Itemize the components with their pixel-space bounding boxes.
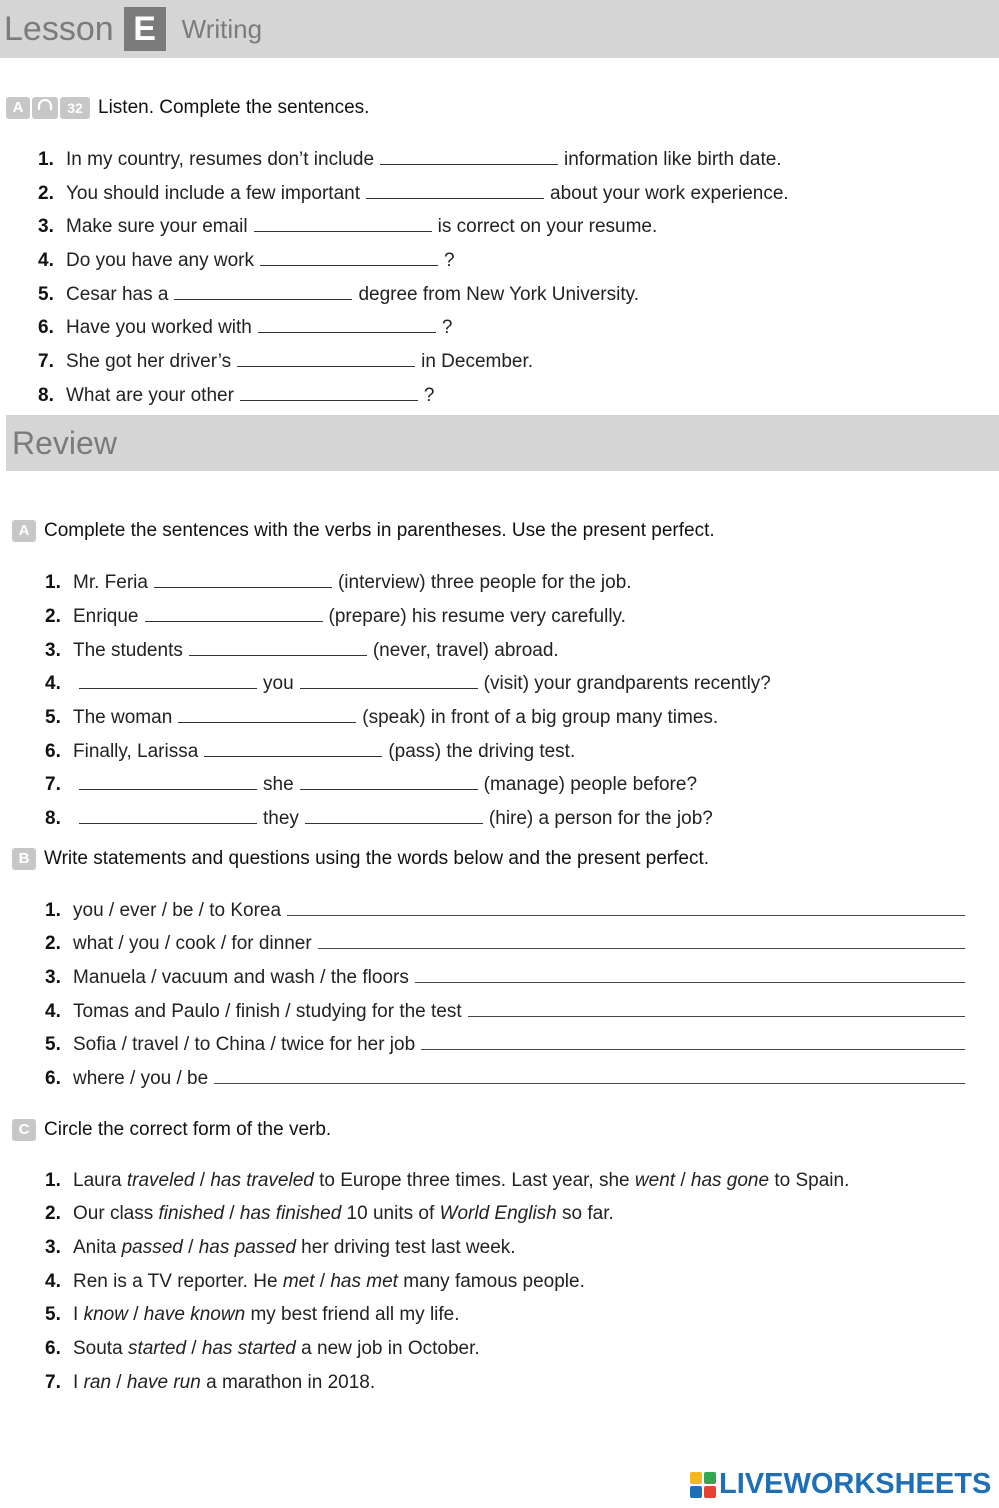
item-prompt: Manuela / vacuum and wash / the floors: [73, 967, 409, 988]
exercise-item: [38, 182, 789, 205]
verb-option[interactable]: has passed: [198, 1237, 296, 1258]
exercise-item: [38, 283, 639, 306]
item-prompt: where / you / be: [73, 1068, 209, 1089]
item-number: 2.: [45, 1203, 61, 1224]
answer-blank[interactable]: [305, 807, 483, 824]
item-number: 5.: [45, 1034, 61, 1055]
item-number: 2.: [38, 183, 54, 204]
option-separator: /: [675, 1170, 691, 1191]
answer-blank[interactable]: [145, 605, 323, 622]
item-number: 5.: [45, 1304, 61, 1325]
brand-grid-icon: [690, 1472, 716, 1498]
sentence-text: Souta: [73, 1338, 128, 1359]
answer-blank[interactable]: [79, 773, 257, 790]
item-number: 2.: [45, 606, 61, 627]
item-text-before: The woman: [73, 707, 173, 728]
option-separator: /: [224, 1203, 240, 1224]
verb-option[interactable]: know: [83, 1304, 128, 1325]
sentence-text: many famous people.: [397, 1271, 585, 1292]
review-b-badge: B: [12, 848, 36, 870]
answer-blank[interactable]: [380, 148, 558, 165]
answer-blank[interactable]: [366, 182, 544, 199]
item-number: 6.: [38, 317, 54, 338]
answer-blank[interactable]: [79, 807, 257, 824]
item-number: 1.: [45, 1170, 61, 1191]
item-text-after: information like birth date.: [564, 149, 782, 170]
section-a-instruction: [6, 97, 369, 119]
item-text-after: ?: [441, 317, 453, 338]
headphones-icon[interactable]: [32, 97, 58, 119]
item-number: 6.: [45, 1068, 61, 1089]
item-text-before: Finally, Larissa: [73, 741, 199, 762]
exercise-item: [38, 249, 455, 272]
item-text-after: is correct on your resume.: [437, 216, 658, 237]
exercise-item: [45, 1067, 965, 1090]
exercise-item: [45, 1338, 480, 1360]
item-verb-hint: (interview) three people for the job.: [337, 572, 632, 593]
item-subject: you: [263, 673, 294, 694]
sentence-text: Our class: [73, 1203, 159, 1224]
sentence-text: Laura: [73, 1170, 127, 1191]
exercise-item: [45, 1033, 965, 1056]
exercise-item: [45, 672, 771, 695]
verb-option[interactable]: passed: [121, 1237, 183, 1258]
exercise-item: [45, 807, 713, 830]
review-title: Review: [12, 424, 117, 461]
item-number: 7.: [45, 774, 61, 795]
item-verb-hint: (never, travel) abroad.: [372, 640, 559, 661]
item-number: 1.: [45, 572, 61, 593]
sentence-text: I: [73, 1304, 84, 1325]
exercise-item: [45, 932, 965, 955]
item-sentence: [73, 1338, 480, 1360]
item-text-after: ?: [423, 385, 435, 406]
item-number: 6.: [45, 741, 61, 762]
item-verb-hint: (speak) in front of a big group many times.: [362, 707, 719, 728]
item-number: 4.: [45, 673, 61, 694]
item-number: 2.: [45, 933, 61, 954]
item-number: 8.: [45, 808, 61, 829]
item-text-before: Mr. Feria: [73, 572, 148, 593]
verb-option[interactable]: has finished: [239, 1203, 342, 1224]
verb-option[interactable]: has started: [201, 1338, 296, 1359]
item-prompt: Sofia / travel / to China / twice for her job: [73, 1034, 416, 1055]
item-subject: she: [263, 774, 294, 795]
brand-text: LIVEWORKSHEETS: [719, 1468, 992, 1500]
liveworksheets-logo: [690, 1468, 991, 1501]
sentence-text: to Europe three times. Last year, she: [313, 1170, 635, 1191]
answer-line[interactable]: [468, 1000, 965, 1017]
review-b-text: Write statements and questions using the words below and the present perfect.: [44, 848, 710, 869]
item-number: 4.: [45, 1001, 61, 1022]
review-c-instruction: [12, 1119, 331, 1141]
item-number: 1.: [45, 900, 61, 921]
exercise-item: [45, 966, 965, 989]
item-number: 3.: [45, 1237, 61, 1258]
review-a-instruction: [12, 520, 715, 542]
sentence-text: Ren is a TV reporter. He: [73, 1271, 283, 1292]
sentence-text: her driving test last week.: [295, 1237, 516, 1258]
item-sentence: [73, 1170, 849, 1192]
sentence-text: my best friend all my life.: [245, 1304, 460, 1325]
answer-blank[interactable]: [79, 672, 257, 689]
item-verb-hint: (visit) your grandparents recently?: [483, 673, 771, 694]
exercise-item: [45, 1372, 375, 1394]
verb-option[interactable]: went: [634, 1170, 676, 1191]
item-text-before: Have you worked with: [66, 317, 252, 338]
verb-option[interactable]: traveled: [126, 1170, 195, 1191]
item-sentence: [73, 1304, 460, 1326]
item-number: 3.: [45, 967, 61, 988]
verb-option[interactable]: have run: [126, 1372, 201, 1393]
item-number: 5.: [38, 284, 54, 305]
answer-blank[interactable]: [237, 350, 415, 367]
answer-blank[interactable]: [254, 215, 432, 232]
answer-line[interactable]: [318, 932, 965, 949]
verb-option[interactable]: have known: [143, 1304, 246, 1325]
item-number: 8.: [38, 385, 54, 406]
item-text-before: The students: [73, 640, 183, 661]
exercise-item: [38, 316, 452, 339]
verb-option[interactable]: ran: [83, 1372, 112, 1393]
exercise-item: [45, 1271, 585, 1293]
answer-blank[interactable]: [240, 384, 418, 401]
item-text-before: Do you have any work: [66, 250, 254, 271]
sentence-text: to Spain.: [769, 1170, 850, 1191]
section-a-text: Listen. Complete the sentences.: [98, 97, 370, 118]
option-separator: /: [314, 1271, 331, 1292]
review-b-instruction: [12, 848, 709, 870]
item-text-before: She got her driver’s: [66, 351, 232, 372]
answer-line[interactable]: [421, 1033, 965, 1050]
answer-blank[interactable]: [258, 316, 436, 333]
review-a-badge: A: [12, 520, 36, 542]
sentence-text: 10 units of: [341, 1203, 440, 1224]
sentence-text: a marathon in 2018.: [200, 1372, 376, 1393]
exercise-item: [38, 148, 782, 171]
item-text-after: degree from New York University.: [358, 284, 639, 305]
item-number: 3.: [45, 640, 61, 661]
item-sentence: [73, 1271, 585, 1293]
exercise-item: [38, 384, 435, 407]
item-subject: they: [263, 808, 299, 829]
item-text-after: about your work experience.: [550, 183, 789, 204]
item-verb-hint: (prepare) his resume very carefully.: [328, 606, 626, 627]
logo-square: [690, 1472, 702, 1484]
review-header: [6, 415, 999, 471]
exercise-item: [45, 605, 626, 628]
item-text-after: in December.: [421, 351, 534, 372]
exercise-item: [38, 350, 533, 373]
item-number: 4.: [38, 250, 54, 271]
item-sentence: [73, 1237, 516, 1259]
answer-blank[interactable]: [189, 639, 367, 656]
option-separator: /: [182, 1237, 199, 1258]
option-separator: /: [127, 1304, 144, 1325]
answer-line[interactable]: [287, 899, 965, 916]
exercise-item: [45, 639, 559, 662]
item-number: 7.: [45, 1372, 61, 1393]
audio-track-number: 32: [60, 97, 90, 119]
exercise-item: [45, 773, 697, 796]
verb-option[interactable]: finished: [158, 1203, 225, 1224]
answer-line[interactable]: [415, 966, 965, 983]
answer-blank[interactable]: [174, 283, 352, 300]
lesson-subtitle: Writing: [181, 13, 263, 44]
exercise-item: [45, 740, 575, 763]
item-text-before: Enrique: [73, 606, 139, 627]
verb-option: World English: [439, 1203, 557, 1224]
verb-option[interactable]: met: [282, 1271, 315, 1292]
option-separator: /: [186, 1338, 202, 1359]
item-text-before: In my country, resumes don’t include: [66, 149, 375, 170]
exercise-item: [45, 1000, 965, 1023]
item-prompt: what / you / cook / for dinner: [73, 933, 312, 954]
exercise-item: [45, 571, 632, 594]
answer-blank[interactable]: [178, 706, 356, 723]
item-number: 3.: [38, 216, 54, 237]
logo-square: [704, 1472, 716, 1484]
answer-blank[interactable]: [260, 249, 438, 266]
exercise-item: [45, 1203, 614, 1225]
item-verb-hint: (pass) the driving test.: [388, 741, 576, 762]
lesson-header: [0, 0, 999, 58]
answer-blank[interactable]: [154, 571, 332, 588]
section-a-badge: A: [6, 97, 30, 119]
lesson-label: Lesson: [4, 9, 114, 48]
verb-option[interactable]: has met: [330, 1271, 398, 1292]
exercise-item: [45, 706, 718, 729]
item-text-after: ?: [444, 250, 455, 271]
exercise-item: [45, 1304, 460, 1326]
sentence-text: a new job in October.: [295, 1338, 480, 1359]
verb-option[interactable]: has traveled: [210, 1170, 314, 1191]
exercise-item: [45, 1170, 849, 1192]
logo-square: [690, 1486, 702, 1498]
answer-blank[interactable]: [300, 672, 478, 689]
item-number: 5.: [45, 707, 61, 728]
item-text-before: Cesar has a: [66, 284, 169, 305]
verb-option[interactable]: has gone: [690, 1170, 770, 1191]
item-sentence: [73, 1372, 375, 1394]
option-separator: /: [194, 1170, 211, 1191]
sentence-text: so far.: [556, 1203, 614, 1224]
item-number: 4.: [45, 1271, 61, 1292]
item-sentence: [73, 1203, 614, 1225]
option-separator: /: [111, 1372, 127, 1393]
exercise-item: [45, 1237, 516, 1259]
item-prompt: you / ever / be / to Korea: [73, 900, 282, 921]
answer-line[interactable]: [214, 1067, 965, 1084]
lesson-letter-badge: E: [124, 7, 166, 51]
item-verb-hint: (hire) a person for the job?: [488, 808, 713, 829]
answer-blank[interactable]: [204, 740, 382, 757]
sentence-text: I: [73, 1372, 84, 1393]
item-text-before: You should include a few important: [66, 183, 360, 204]
item-verb-hint: (manage) people before?: [483, 774, 698, 795]
verb-option[interactable]: started: [127, 1338, 187, 1359]
item-number: 6.: [45, 1338, 61, 1359]
item-text-before: Make sure your email: [66, 216, 248, 237]
logo-square: [704, 1486, 716, 1498]
review-a-text: Complete the sentences with the verbs in parentheses. Use the present perfect.: [44, 520, 715, 541]
item-text-before: What are your other: [66, 385, 234, 406]
item-prompt: Tomas and Paulo / finish / studying for the test: [73, 1001, 462, 1022]
exercise-item: [38, 215, 657, 238]
exercise-item: [45, 899, 965, 922]
answer-blank[interactable]: [300, 773, 478, 790]
review-c-badge: C: [12, 1119, 36, 1141]
item-number: 7.: [38, 351, 54, 372]
review-c-text: Circle the correct form of the verb.: [44, 1119, 332, 1140]
item-number: 1.: [38, 149, 54, 170]
sentence-text: Anita: [73, 1237, 122, 1258]
